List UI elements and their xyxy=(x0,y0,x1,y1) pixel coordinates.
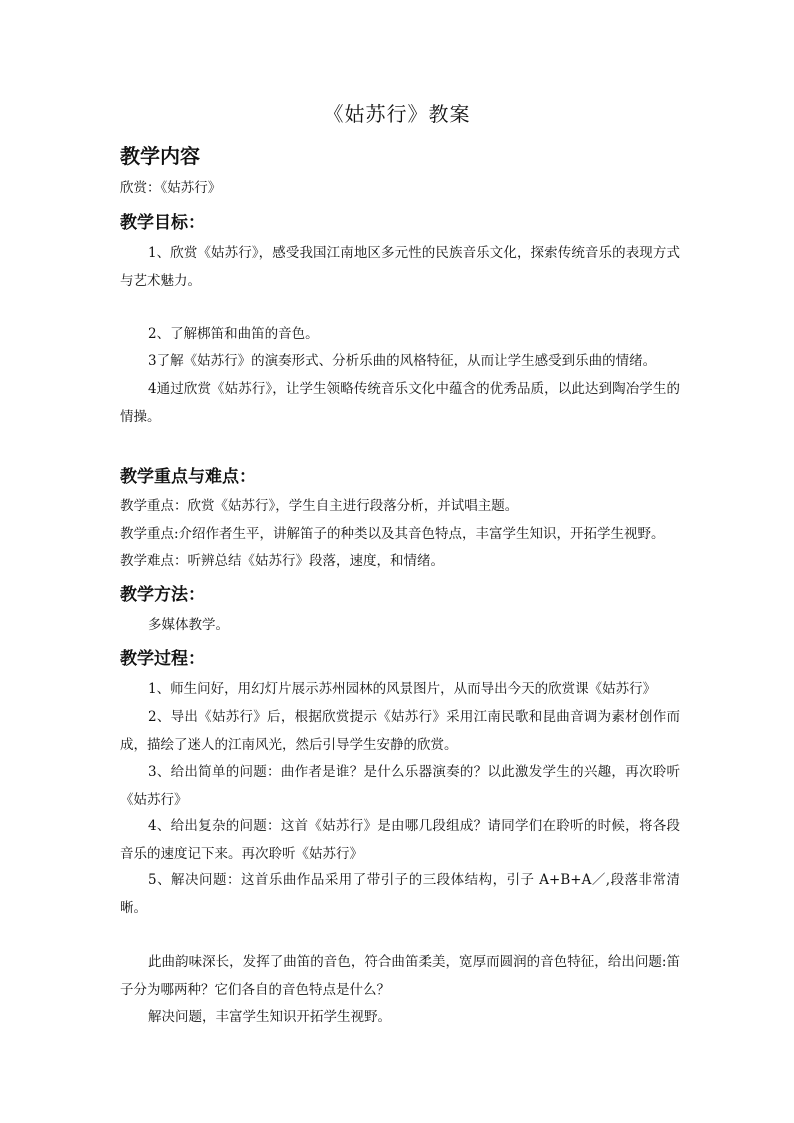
document-title: 《姑苏行》教案 xyxy=(323,102,471,126)
process-step-4: 4、给出复杂的问题：这首《姑苏行》是由哪几段组成？请同学们在聆听的时候，将各段音乐的速度记下来。再次聆听《姑苏行》 xyxy=(120,818,680,862)
heading-key-points: 教学重点与难点： xyxy=(120,467,256,487)
process-step-5: 5、解决问题：这首乐曲作品采用了带引子的三段体结构，引子 A+B+A／,段落非常清晰。 xyxy=(120,872,680,916)
key-point-1: 教学重点：欣赏《姑苏行》，学生自主进行段落分析，并试唱主题。 xyxy=(120,498,519,514)
heading-teaching-goals: 教学目标： xyxy=(120,213,205,233)
goal-item-4: 4通过欣赏《姑苏行》，让学生领略传统音乐文化中蕴含的优秀品质，以此达到陶冶学生的情操。 xyxy=(120,381,680,425)
goal-item-1: 1、欣赏《姑苏行》，感受我国江南地区多元性的民族音乐文化，探索传统音乐的表现方式与艺术魅力。 xyxy=(120,245,680,289)
heading-teaching-process: 教学过程： xyxy=(120,649,205,669)
closing-resolution: 解决问题，丰富学生知识开拓学生视野。 xyxy=(148,1009,391,1025)
process-step-2: 2、导出《姑苏行》后，根据欣赏提示《姑苏行》采用江南民歌和昆曲音调为素材创作而成，描绘了迷人的江南风光，然后引导学生安静的欣赏。 xyxy=(120,709,680,753)
process-step-3: 3、给出简单的问题：曲作者是谁？是什么乐器演奏的？以此激发学生的兴趣，再次聆听《姑苏行》 xyxy=(120,764,680,808)
method-text: 多媒体教学。 xyxy=(148,617,229,633)
content-text: 欣赏：《姑苏行》 xyxy=(120,180,222,196)
heading-teaching-content: 教学内容 xyxy=(120,144,200,168)
key-point-2: 教学重点:介绍作者生平，讲解笛子的种类以及其音色特点，丰富学生知识，开拓学生视野。 xyxy=(120,526,665,542)
goal-item-2: 2、了解梆笛和曲笛的音色。 xyxy=(148,326,319,342)
process-step-1: 1、师生问好，用幻灯片展示苏州园林的风景图片，从而导出今天的欣赏课《姑苏行》 xyxy=(148,681,657,697)
difficult-point: 教学难点：听辨总结《姑苏行》段落，速度，和情绪。 xyxy=(120,553,444,569)
closing-paragraph: 此曲韵味深长，发挥了曲笛的音色，符合曲笛柔美，宽厚而圆润的音色特征，给出问题:笛子分为哪两种？它们各自的音色特点是什么？ xyxy=(120,954,680,998)
goal-item-3: 3了解《姑苏行》的演奏形式、分析乐曲的风格特征，从而让学生感受到乐曲的情绪。 xyxy=(148,353,657,369)
heading-teaching-method: 教学方法： xyxy=(120,585,205,605)
